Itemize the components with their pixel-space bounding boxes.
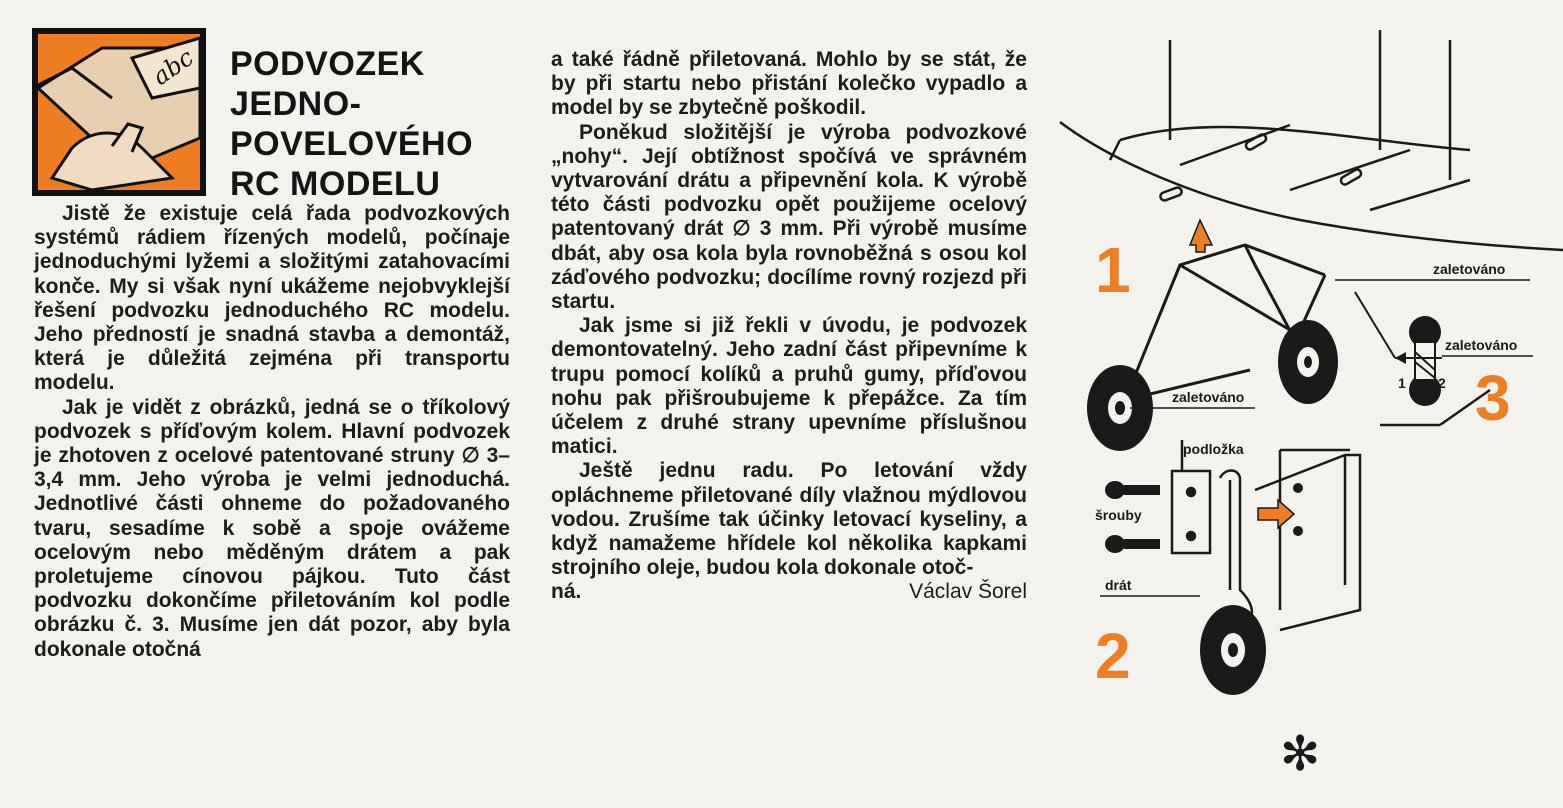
paragraph: Jistě že existuje celá řada podvozkových systémů rádiem řízených modelů, počínaje jednoduchými lyžemi a složitými zatahovacími konče. My si však nyní ukážeme nejobvyklejší řešení podvozku jednoduchého RC modelu. Jeho předností je snadná stavba a demontáž, která je důležitá zejména při transportu modelu. [34,202,510,395]
paragraph: a také řádně přiletovaná. Mohlo by se stát, že by při startu nebo přistání kolečko vypadlo a model by se zbytečně poškodil. [551,48,1027,120]
arrow-right-icon [1258,500,1294,528]
main-wheel-right [1278,320,1338,404]
paragraph: Ještě jednu radu. Po letování vždy opláchneme přiletované díly vlažnou mýdlovou vodou. Zrušíme tak účinky letovací kyseliny, a když namažeme hřídele kol několika kapkami strojního oleje, budou kola dokonale otoč- [551,459,1027,580]
title-line-3: POVELOVÉHO [230,125,474,163]
label-drat: drát [1105,577,1132,593]
screw-bottom-icon [1105,535,1160,553]
end-mark-icon: ✻ [1280,726,1321,782]
title-line-1: PODVOZEK [230,45,425,83]
label-srouby: šrouby [1095,507,1142,523]
label-part-2: 2 [1438,375,1446,391]
nose-wheel [1200,605,1266,695]
logo-text: abc [147,43,199,91]
figure-number-1: 1 [1095,234,1131,306]
text-column-2 [551,48,1027,605]
last-word: ná. [551,580,582,604]
screw-top-icon [1105,481,1160,499]
text-column-1 [34,202,510,662]
arrow-up-icon [1190,220,1212,252]
paragraph: Jak jsme si již řekli v úvodu, je podvozek demontovatelný. Jeho zadní část připevníme k trupu pomocí kolíků a pruhů gumy, příďovou nohu pak přišroubujeme k přepážce. Za tím účelem z druhé strany upevníme příslušnou matici. [551,314,1027,459]
paragraph: Poněkud složitější je výroba podvozkové „nohy“. Její obtížnost spočívá ve správném vytvarování drátu a připevnění kola. K výrobě této části podvozku opět použijeme ocelový patentovaný drát ∅ 3 mm. Při výrobě musíme dbát, aby osa kola byla rovnoběžná s osou kol záďového podvozku; docílíme rovný rozjezd při startu. [551,120,1027,314]
article-title [230,44,530,204]
author-name: Václav Šorel [909,580,1027,604]
label-podlozka: podložka [1183,441,1244,457]
figure-number-3: 3 [1475,362,1511,434]
abc-logo [32,28,206,196]
label-zaletovano-bottom: zaletováno [1172,389,1245,405]
landing-gear-illustration [1050,30,1563,803]
fuselage-drawing [1060,30,1563,250]
closing-line [551,580,1027,604]
label-zaletovano-right: zaletováno [1445,337,1518,353]
title-line-4: RC MODELU [230,165,441,203]
abc-logo-graphic [32,28,206,196]
title-line-2: JEDNO- [230,85,362,123]
label-zaletovano-top: zaletováno [1433,261,1506,277]
illustration-graphic [1050,30,1563,803]
nose-gear-drawing [1172,390,1490,630]
paragraph: Jak je vidět z obrázků, jedná se o tříkolový podvozek s příďovým kolem. Hlavní podvozek je zhotoven z ocelové patentované struny ∅ 3–3,4 mm. Jeho výroba je velmi jednoduchá. Jednotlivé části ohneme do požadovaného tvaru, sesadíme k sobě a spoje ovážeme ocelovým nebo měděným drátem a pak proletujeme cínovou pájkou. Tuto část podvozku dokončíme přiletováním kol podle obrázku č. 3. Musíme jen dát pozor, aby byla dokonale otočná [34,395,510,661]
figure-number-2: 2 [1095,620,1131,692]
label-part-1: 1 [1398,375,1406,391]
